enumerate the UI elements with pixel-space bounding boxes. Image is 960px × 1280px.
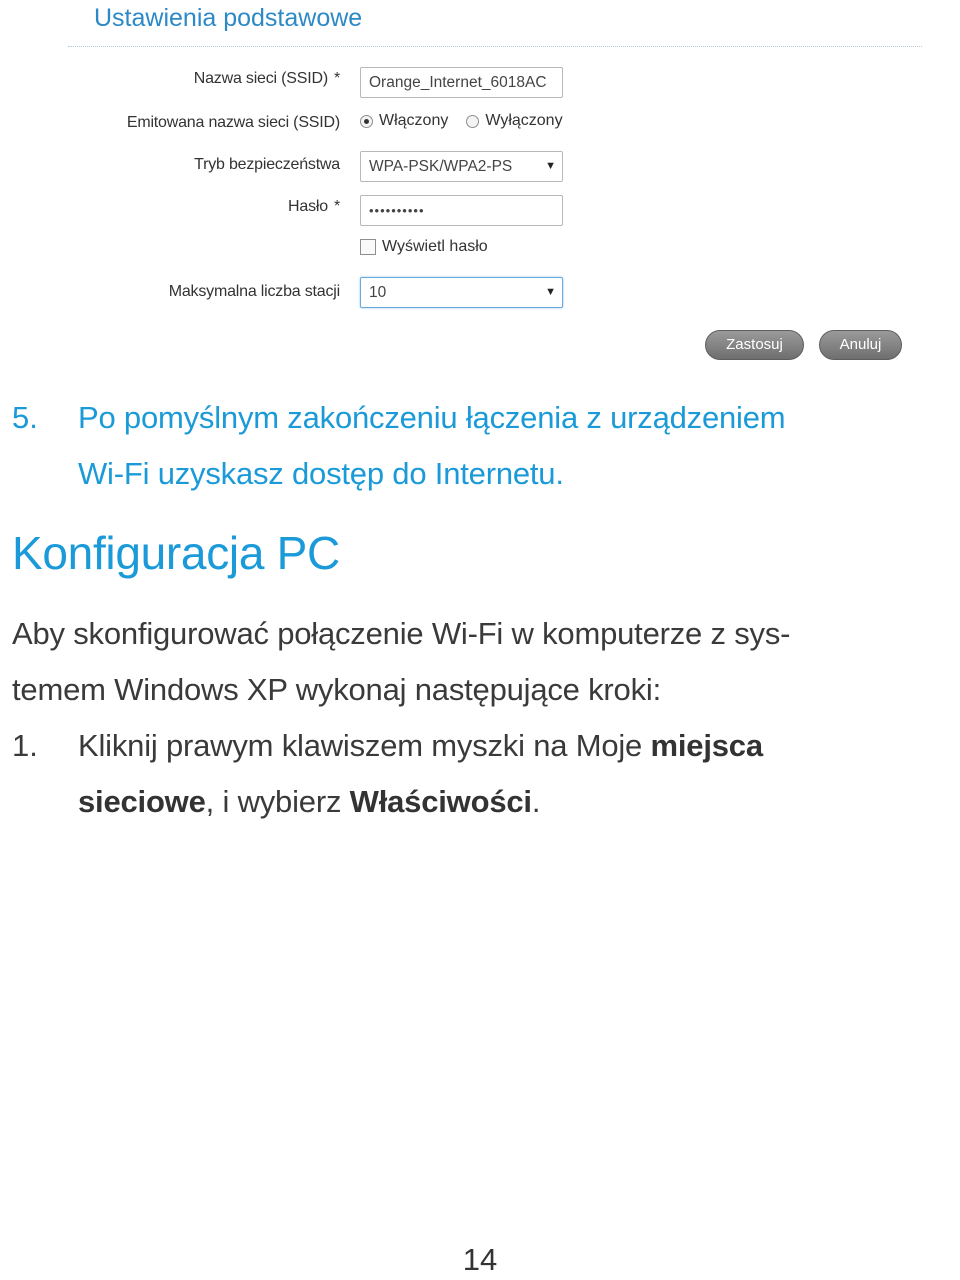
ssid-input[interactable]: Orange_Internet_6018AC [360, 67, 563, 98]
intro-line2: temem Windows XP wykonaj następujące kroki: [12, 672, 661, 707]
step1-text-2: , i wybierz [205, 784, 350, 819]
password-required-mark: * [333, 198, 340, 215]
max-stations-select[interactable] [360, 277, 563, 308]
step5-line2: Wi-Fi uzyskasz dostęp do Internetu. [78, 456, 564, 491]
broadcast-off-label: Wyłączony [485, 112, 563, 129]
ssid-label [0, 70, 340, 88]
apply-button[interactable]: Zastosuj [705, 330, 804, 360]
chevron-down-icon: ▼ [545, 286, 556, 298]
section-heading: Konfiguracja PC [12, 527, 340, 579]
chevron-down-icon: ▼ [545, 160, 556, 172]
cancel-button[interactable]: Anuluj [819, 330, 902, 360]
step5-line1: Po pomyślnym zakończeniu łączenia z urządzeniem [78, 400, 786, 435]
broadcast-off-radio[interactable] [466, 115, 479, 128]
broadcast-radio-group [360, 112, 563, 130]
step1-bold-wlasciwosci: Właściwości [349, 784, 532, 819]
security-mode-select[interactable] [360, 151, 563, 182]
password-input[interactable]: •••••••••• [360, 195, 563, 226]
security-mode-label: Tryb bezpieczeństwa [194, 156, 340, 173]
ssid-label-text: Nazwa sieci (SSID) [193, 70, 328, 87]
ssid-required-mark: * [333, 70, 340, 87]
broadcast-on-radio[interactable] [360, 115, 373, 128]
page-number: 14 [462, 1242, 498, 1277]
radio-selected-dot [364, 119, 369, 124]
max-stations-label: Maksymalna liczba stacji [168, 283, 340, 300]
step1-text: Kliknij prawym klawiszem myszki na Moje [78, 728, 651, 763]
title-divider [68, 46, 922, 47]
password-label-text: Hasło [288, 198, 328, 215]
panel-title: Ustawienia podstawowe [94, 4, 363, 32]
step5-number: 5. [12, 400, 38, 435]
step1-line2 [78, 780, 540, 824]
show-password-label: Wyświetl hasło [382, 238, 488, 255]
max-stations-value: 10 [369, 284, 387, 301]
security-mode-value: WPA-PSK/WPA2-PS [369, 158, 513, 175]
step1-end: . [531, 784, 541, 819]
step1-bold-sieciowe: sieciowe [78, 784, 206, 819]
show-password-checkbox[interactable] [360, 239, 376, 255]
password-label [0, 198, 340, 216]
step1-line1 [78, 724, 763, 768]
show-password-row [360, 238, 488, 256]
step1-number: 1. [12, 728, 38, 763]
broadcast-on-label: Włączony [379, 112, 449, 129]
broadcast-label: Emitowana nazwa sieci (SSID) [126, 114, 340, 131]
step1-bold-miejsca: miejsca [650, 728, 763, 763]
intro-line1: Aby skonfigurować połączenie Wi-Fi w komputerze z sys- [12, 616, 791, 651]
